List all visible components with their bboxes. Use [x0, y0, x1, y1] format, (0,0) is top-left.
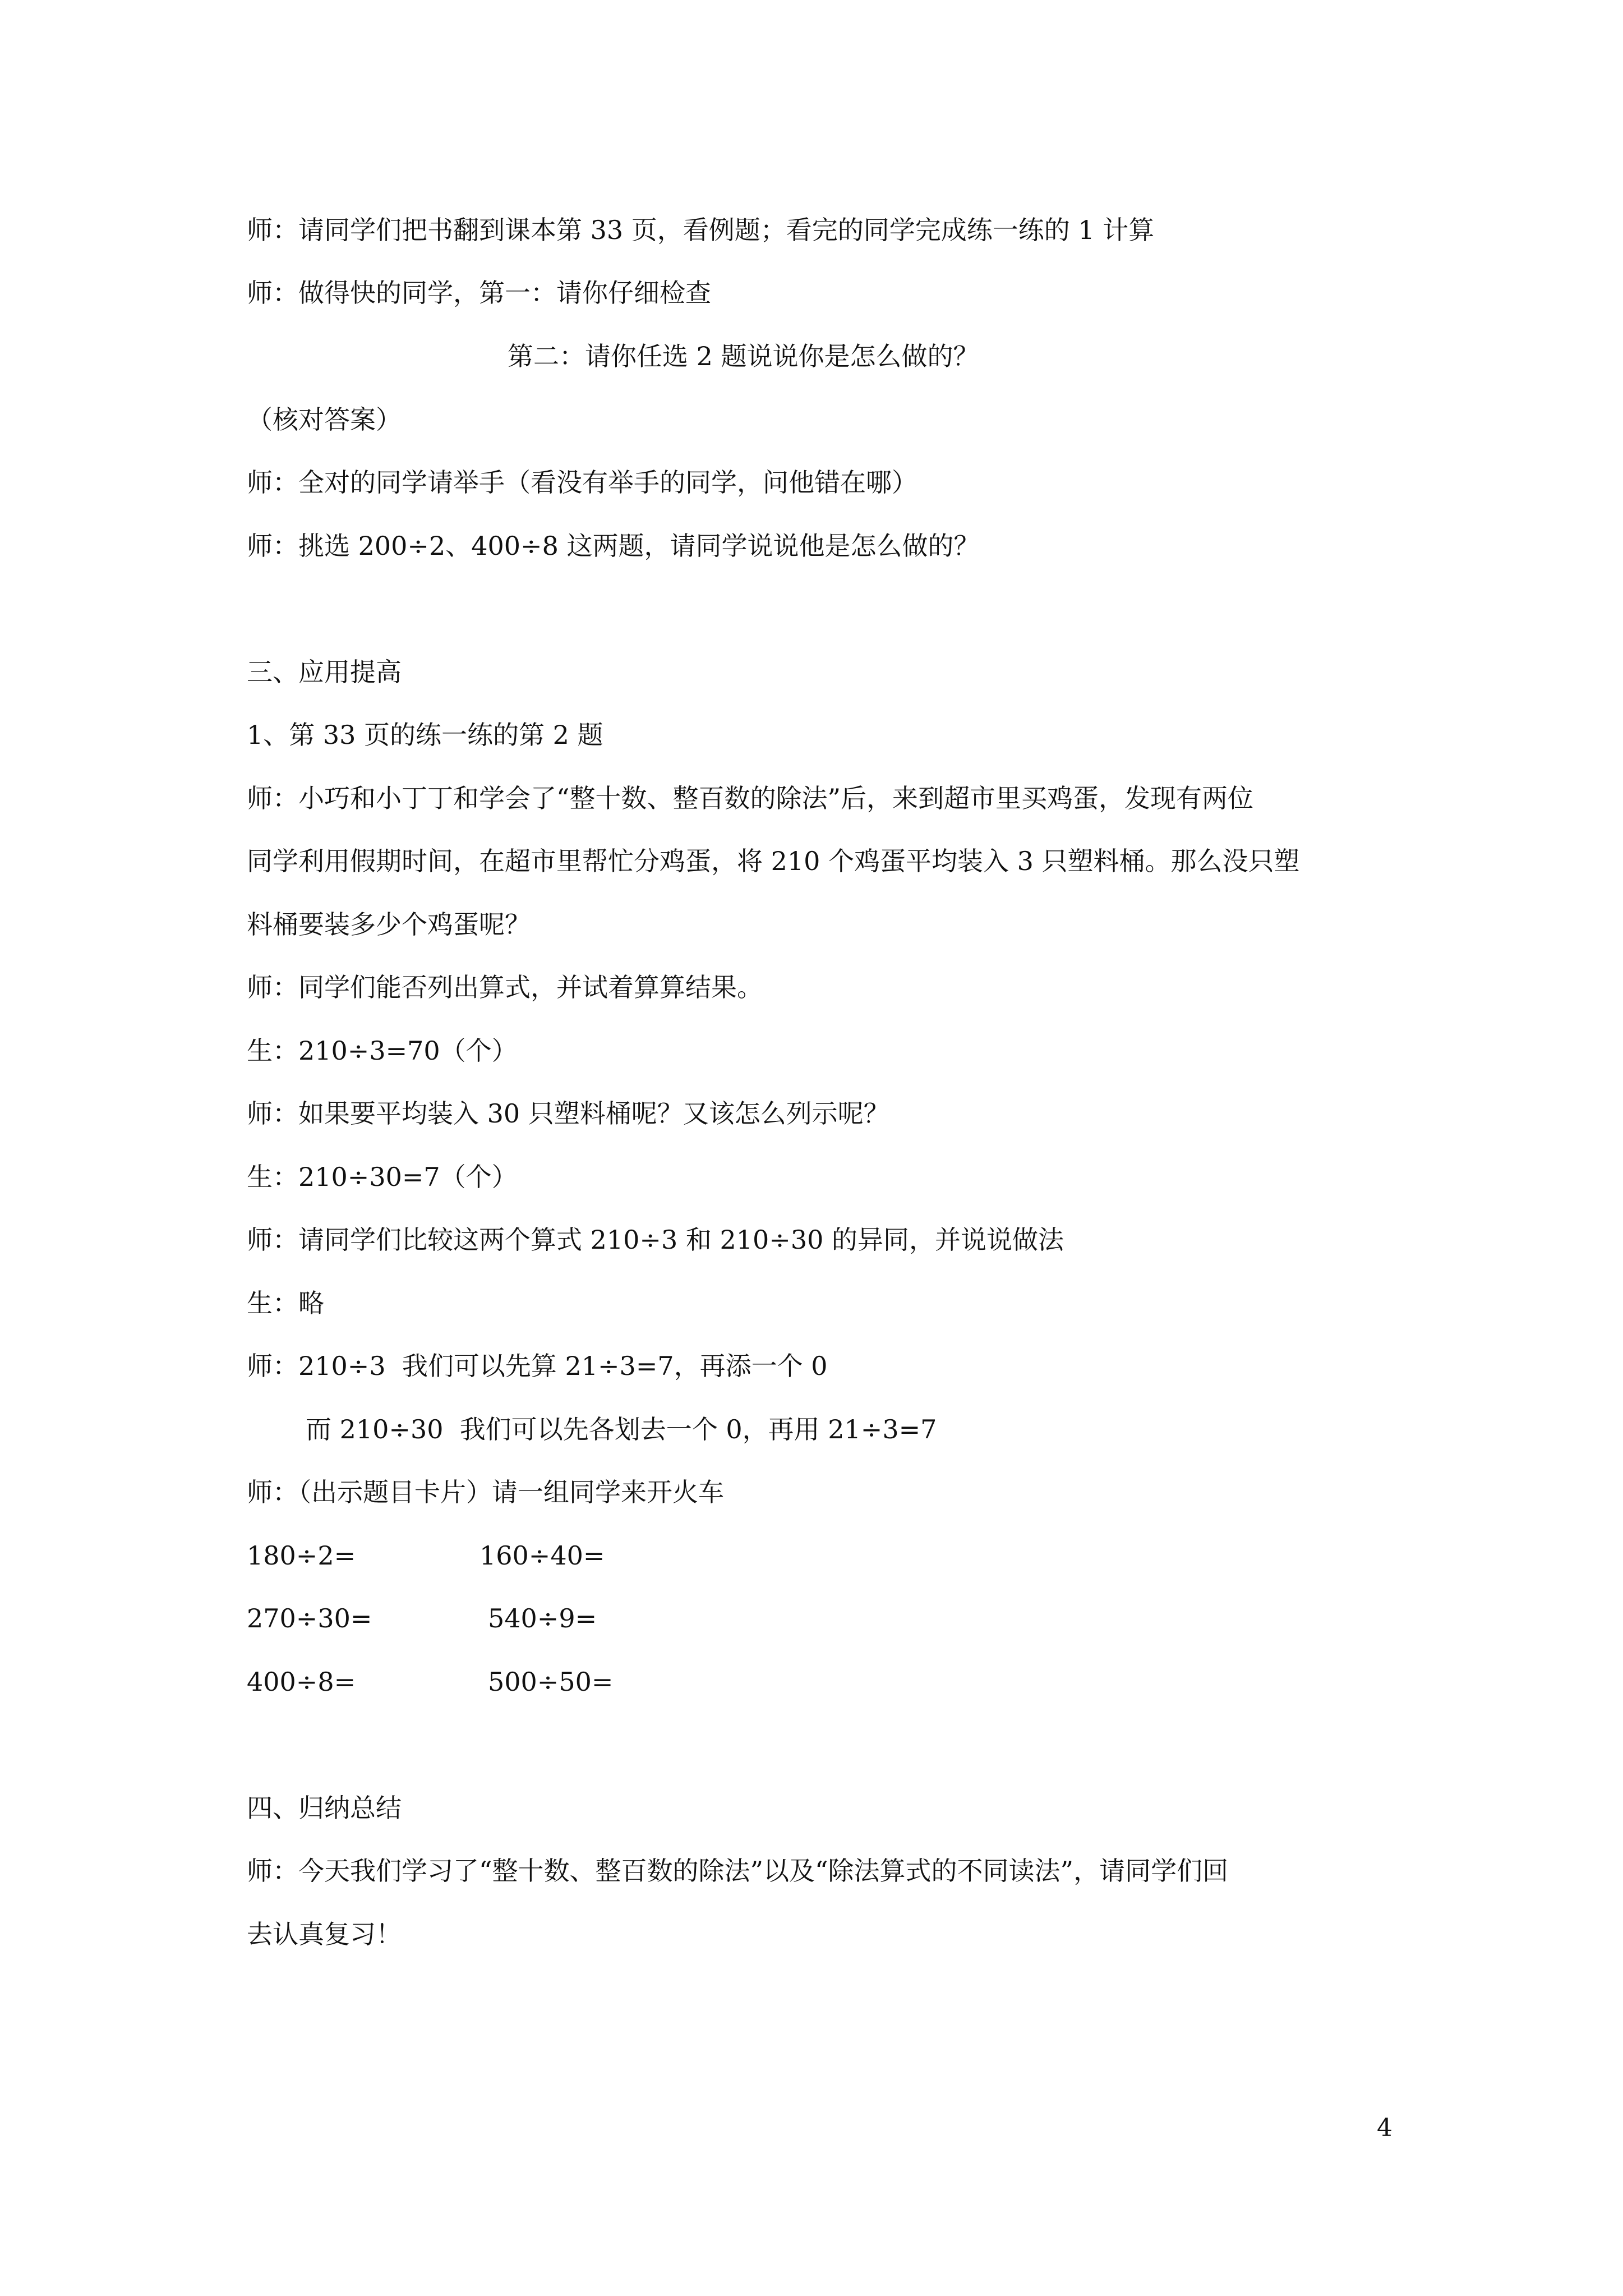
text-line-16: 生：略	[247, 1288, 324, 1318]
exercise-2-right: 540÷9=	[488, 1603, 597, 1634]
text-line-4: （核对答案）	[247, 404, 402, 435]
text-line-10: 料桶要装多少个鸡蛋呢？	[247, 909, 531, 940]
text-line-5: 师：全对的同学请举手（看没有举手的同学，问他错在哪）	[247, 467, 917, 498]
exercise-3-right: 500÷50=	[488, 1667, 614, 1697]
text-line-6: 师：挑选 200÷2、400÷8 这两题，请同学说说他是怎么做的？	[247, 531, 980, 561]
text-line-8: 师：小巧和小丁丁和学会了“整十数、整百数的除法”后，来到超市里买鸡蛋，发现有两位	[247, 783, 1254, 813]
text-line-14: 生：210÷30=7（个）	[247, 1162, 518, 1192]
text-line-13: 师：如果要平均装入 30 只塑料桶呢？又该怎么列示呢？	[247, 1098, 889, 1129]
text-line-17: 师：210÷3 我们可以先算 21÷3=7，再添一个 0	[247, 1351, 828, 1381]
text-line-21: 去认真复习！	[247, 1919, 402, 1949]
exercise-1-right: 160÷40=	[479, 1540, 605, 1571]
text-line-9: 同学利用假期时间，在超市里帮忙分鸡蛋，将 210 个鸡蛋平均装入 3 只塑料桶。那么没只塑	[247, 846, 1300, 876]
text-line-11: 师：同学们能否列出算式，并试着算算结果。	[247, 972, 763, 1002]
exercise-3-left: 400÷8=	[247, 1667, 356, 1697]
text-line-18: 而 210÷30 我们可以先各划去一个 0，再用 21÷3=7	[306, 1414, 937, 1444]
section-heading-4: 四、归纳总结	[247, 1793, 402, 1823]
text-line-19: 师：（出示题目卡片）请一组同学来开火车	[247, 1477, 724, 1507]
section-heading-3: 三、应用提高	[247, 657, 402, 687]
text-line-15: 师：请同学们比较这两个算式 210÷3 和 210÷30 的异同，并说说做法	[247, 1225, 1064, 1255]
page-number: 4	[1377, 2114, 1393, 2142]
exercise-1-left: 180÷2=	[247, 1540, 356, 1571]
text-line-3: 第二：请你任选 2 题说说你是怎么做的？	[508, 341, 979, 371]
text-line-20: 师：今天我们学习了“整十数、整百数的除法”以及“除法算式的不同读法”，请同学们回	[247, 1856, 1229, 1886]
exercise-2-left: 270÷30=	[247, 1603, 372, 1634]
text-line-7: 1、第 33 页的练一练的第 2 题	[247, 720, 603, 750]
text-line-2: 师：做得快的同学，第一：请你仔细检查	[247, 278, 711, 308]
text-line-1: 师：请同学们把书翻到课本第 33 页，看例题；看完的同学完成练一练的 1 计算	[247, 215, 1155, 245]
text-line-12: 生：210÷3=70（个）	[247, 1036, 518, 1066]
